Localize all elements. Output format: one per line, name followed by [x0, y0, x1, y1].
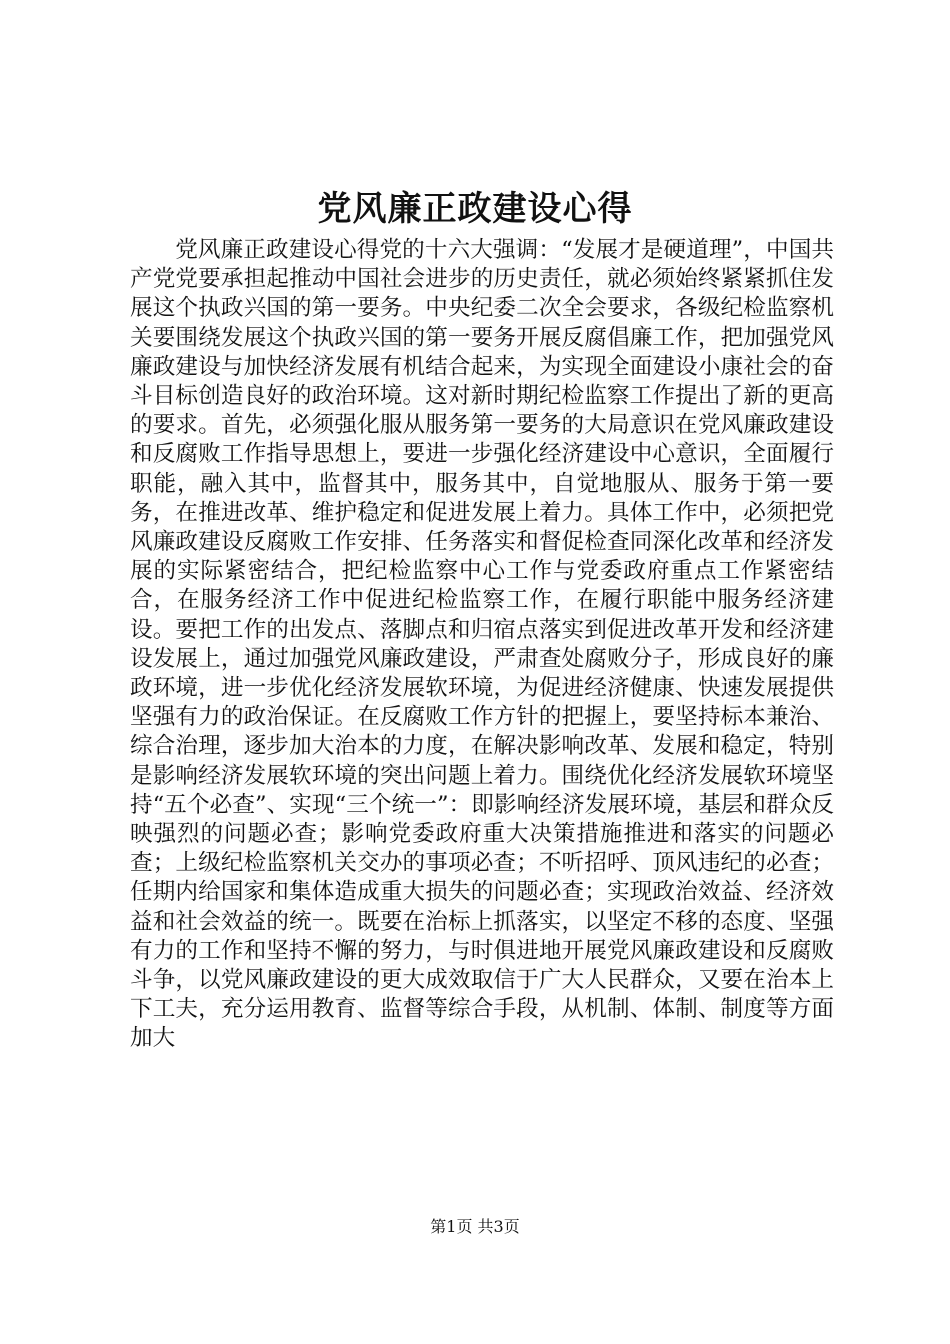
document-body-paragraph: 党风廉正政建设心得党的十六大强调：“发展才是硬道理”，中国共产党党要承担起推动中国社会进步的历史责任，就必须始终紧紧抓住发展这个执政兴国的第一要务。中央纪委二次全会要求，各级纪检监察机关要围绕发展这个执政兴国的第一要务开展反腐倡廉工作，把加强党风廉政建设与加快经济发展有机结合起来，为实现全面建设小康社会的奋斗目标创造良好的政治环境。这对新时期纪检监察工作提出了新的更高的要求。首先，必须强化服从服务第一要务的大局意识在党风廉政建设和反腐败工作指导思想上，要进一步强化经济建设中心意识，全面履行职能，融入其中，监督其中，服务其中，自觉地服从、服务于第一要务，在推进改革、维护稳定和促进发展上着力。具体工作中，必须把党风廉政建设反腐败工作安排、任务落实和督促检查同深化改革和经济发展的实际紧密结合，把纪检监察中心工作与党委政府重点工作紧密结合，在服务经济工作中促进纪检监察工作，在履行职能中服务经济建设。要把工作的出发点、落脚点和归宿点落实到促进改革开发和经济建设发展上，通过加强党风廉政建设，严肃查处腐败分子，形成良好的廉政环境，进一步优化经济发展软环境，为促进经济健康、快速发展提供坚强有力的政治保证。在反腐败工作方针的把握上，要坚持标本兼治、综合治理，逐步加大治本的力度，在解决影响改革、发展和稳定，特别是影响经济发展软环境的突出问题上着力。围绕优化经济发展软环境坚持“五个必查”、实现“三个统一”：即影响经济发展环境，基层和群众反映强烈的问题必查；影响党委政府重大决策措施推进和落实的问题必查；上级纪检监察机关交办的事项必查；不听招呼、顶风违纪的必查；任期内给国家和集体造成重大损失的问题必查；实现政治效益、经济效益和社会效益的统一。既要在治标上抓落实，以坚定不移的态度、坚强有力的工作和坚持不懈的努力，与时俱进地开展党风廉政建设和反腐败斗争，以党风廉政建设的更大成效取信于广大人民群众，又要在治本上下工夫，充分运用教育、监督等综合手段，从机制、体制、制度等方面加大: [130, 237, 834, 1052]
page-number-footer: 第1页 共3页: [430, 1217, 520, 1236]
document-title: 党风廉正政建设心得: [317, 189, 633, 229]
